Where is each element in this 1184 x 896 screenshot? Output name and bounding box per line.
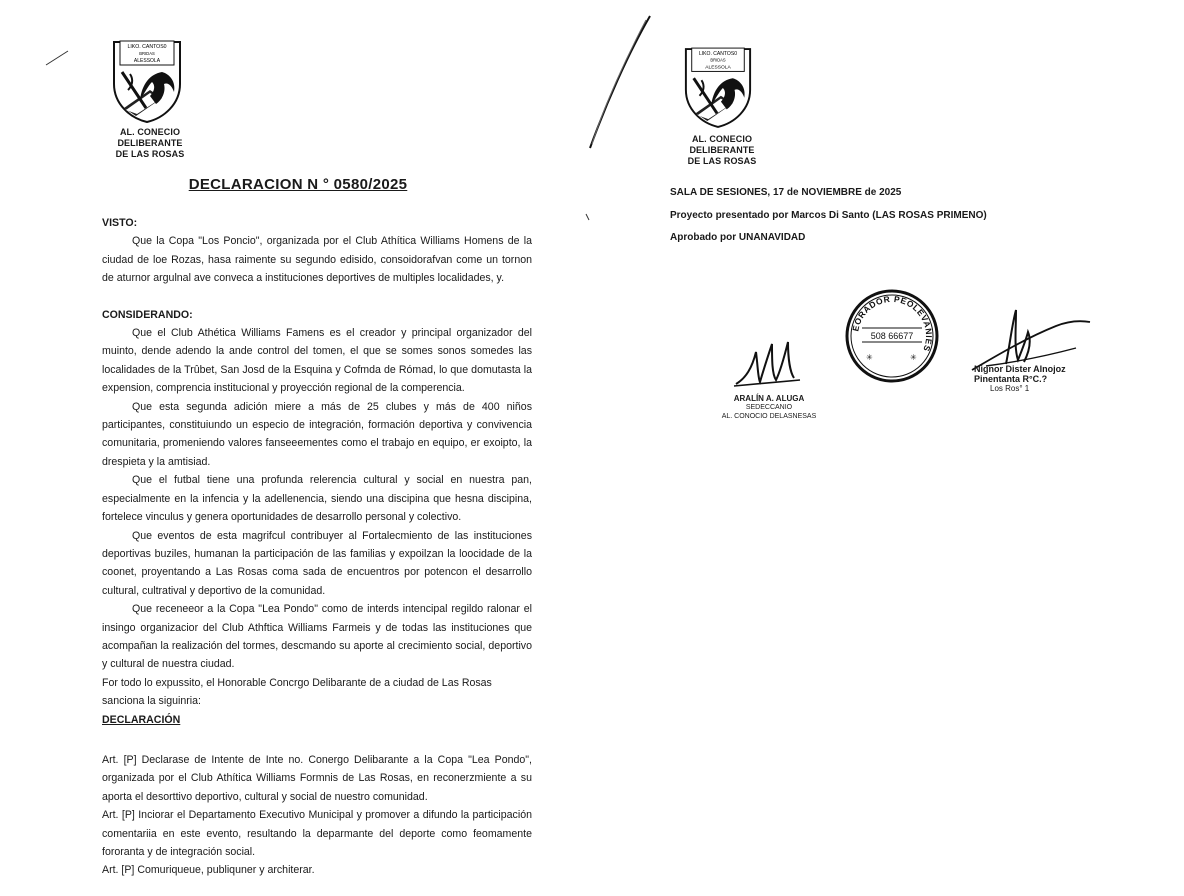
crest-banner-line-3: ALESSOLA bbox=[133, 58, 161, 64]
stamp-center-text: 508 66677 bbox=[870, 331, 914, 341]
crest-caption-line-2: DE LAS ROSAS bbox=[115, 149, 185, 159]
crest-caption-line-2: DE LAS ROSAS bbox=[687, 156, 757, 166]
svg-text:✳: ✳ bbox=[866, 353, 873, 362]
visto-paragraph: Que la Copa "Los Poncio", organizada por el Club Athítica Williams Homens de la ciudad de loe Rozas, hasa raimente su segundo edisido, consoidorafvan come un tornon de aturnor argulnal ave conveca a instituciones deportives de multiples localidades, y. bbox=[102, 235, 532, 285]
council-crest-logo bbox=[682, 44, 754, 130]
considerando-heading: CONSIDERANDO: bbox=[102, 308, 193, 321]
closing-line: For todo lo expussito, el Honorable Concrgo Delibarante de a ciudad de Las Rosas sanciona la siguinria: bbox=[102, 676, 492, 708]
signature-block-left bbox=[714, 394, 824, 421]
signer-name: ARALÍN A. ALUGA bbox=[733, 394, 805, 403]
crest-banner-line-1: LIKO. CANTOS0 bbox=[127, 44, 167, 50]
considerando-paragraph: Que eventos de esta magrifcul contribuyer al Fortalecmiento de las instituciones deportivas buziles, humanan la participación de las familias y expoilzan la loocidade de la coonet, proyentando a Las Rosas coma sada de encuentros por potencon el desarrollo cultural, cultratival y deportivo de la comunidad. bbox=[102, 529, 532, 597]
crest-banner-line-1: LIKO. CANTOS0 bbox=[698, 50, 738, 57]
scan-mark bbox=[44, 48, 70, 68]
scan-speck bbox=[584, 212, 592, 222]
signer-role: SEDECCANIO bbox=[745, 404, 793, 411]
crest-banner-line-2: BRIDAS bbox=[139, 51, 155, 56]
session-info bbox=[670, 182, 987, 250]
article: Art. [P] Comuriqueue, publiquner y architerar. bbox=[102, 864, 315, 877]
crest-banner-line-3: ALESSOLA bbox=[705, 65, 731, 71]
crest-banner-line-2: BRIDAS bbox=[710, 57, 726, 63]
considerando-paragraph: Que receneeor a la Copa "Lea Pondo" como de interds intencipal regildo ralonar el insingo organizacior del Club Athftica Williams Farmeis y de todas las instituciones que acompañan la realización del tormes, descmando su aporte al crecimiento social, deportivo y cultural de nuestra ciudad. bbox=[102, 603, 532, 671]
stamp-ring-text: EORADOR PEOLEVANIES bbox=[850, 293, 935, 354]
signature-block-right bbox=[974, 364, 1084, 394]
considerando-paragraph: Que el Club Athética Williams Famens es el creador y principal organizador del muinto, dende adendo la ande control del tomen, el que se somes sonos somedes las localidades de la Trûbet, San Josd de la Esquina y Cofmda de Rómad, lo que domutasta la expension, comprencia institucional y proyección regional de la comperencia. bbox=[102, 327, 532, 395]
official-stamp bbox=[844, 288, 940, 384]
svg-text:✳: ✳ bbox=[910, 353, 917, 362]
considerando-paragraph: Que esta segunda adición miere a más de 25 clubes y más de 400 niños participantes, constituiundo un especio de integración, formación deportiva y convivencia comunitaria, promeniendo valores fanseeementes como el trabajo en equipo, er exoipto, la drespieta y la amtisiad. bbox=[102, 400, 532, 468]
visto-heading: VISTO: bbox=[102, 217, 138, 229]
article: Art. [P] Declarase de Intente de Inte no. Conergo Delibarante a la Copa "Lea Pondo", organizada por el Club Athítica Williams Formnis de Las Rosas, en reconerzmiente a su aporta el desorttivo deportivo, cultural y social de nuestro comunidad. bbox=[102, 753, 532, 803]
crest-caption-line-1: AL. CONECIO DELIBERANTE bbox=[689, 134, 755, 155]
session-line: SALA DE SESIONES, 17 de NOVIEMBRE de 2025 bbox=[670, 187, 902, 198]
council-crest-logo bbox=[110, 38, 184, 124]
crest-caption bbox=[90, 127, 210, 160]
signer-place: Los Ros° 1 bbox=[990, 384, 1030, 393]
right-page bbox=[596, 0, 1184, 896]
signer-role: Pinentanta R°C.? bbox=[974, 374, 1048, 384]
declaracion-heading: DECLARACIÓN bbox=[102, 713, 181, 726]
document-body bbox=[102, 214, 532, 880]
handwritten-signature bbox=[732, 338, 802, 392]
crest-caption-line-1: AL. CONECIO DELIBERANTE bbox=[117, 127, 183, 148]
article: Art. [P] Inciorar el Departamento Executivo Municipal y promover a difundo la participación comentariia en este evento, resultando la deparmante del deporte como feomamente fororanta y de integración social. bbox=[102, 809, 532, 858]
project-line: Proyecto presentado por Marcos Di Santo (LAS ROSAS PRIMENO) bbox=[670, 209, 987, 221]
signer-org: AL. CONOCIO DELASNESAS bbox=[721, 413, 817, 420]
considerando-paragraph: Que el futbal tiene una profunda relerencia cultural y social en nuestra pan, especialmente en la infencia y la adellenencia, siendo una discipina que hesna discipina, fortelece vinculus y genera oportunidades de desarrollo personal y colectivo. bbox=[102, 474, 532, 524]
document-title: DECLARACION N ° 0580/2025 bbox=[188, 176, 408, 193]
crest-caption bbox=[664, 134, 780, 167]
approval-line: Aprobado por UNANAVIDAD bbox=[670, 232, 806, 243]
signer-name: Nignor Dister Alnojoz bbox=[974, 364, 1066, 374]
scan-fold-mark bbox=[588, 14, 658, 154]
